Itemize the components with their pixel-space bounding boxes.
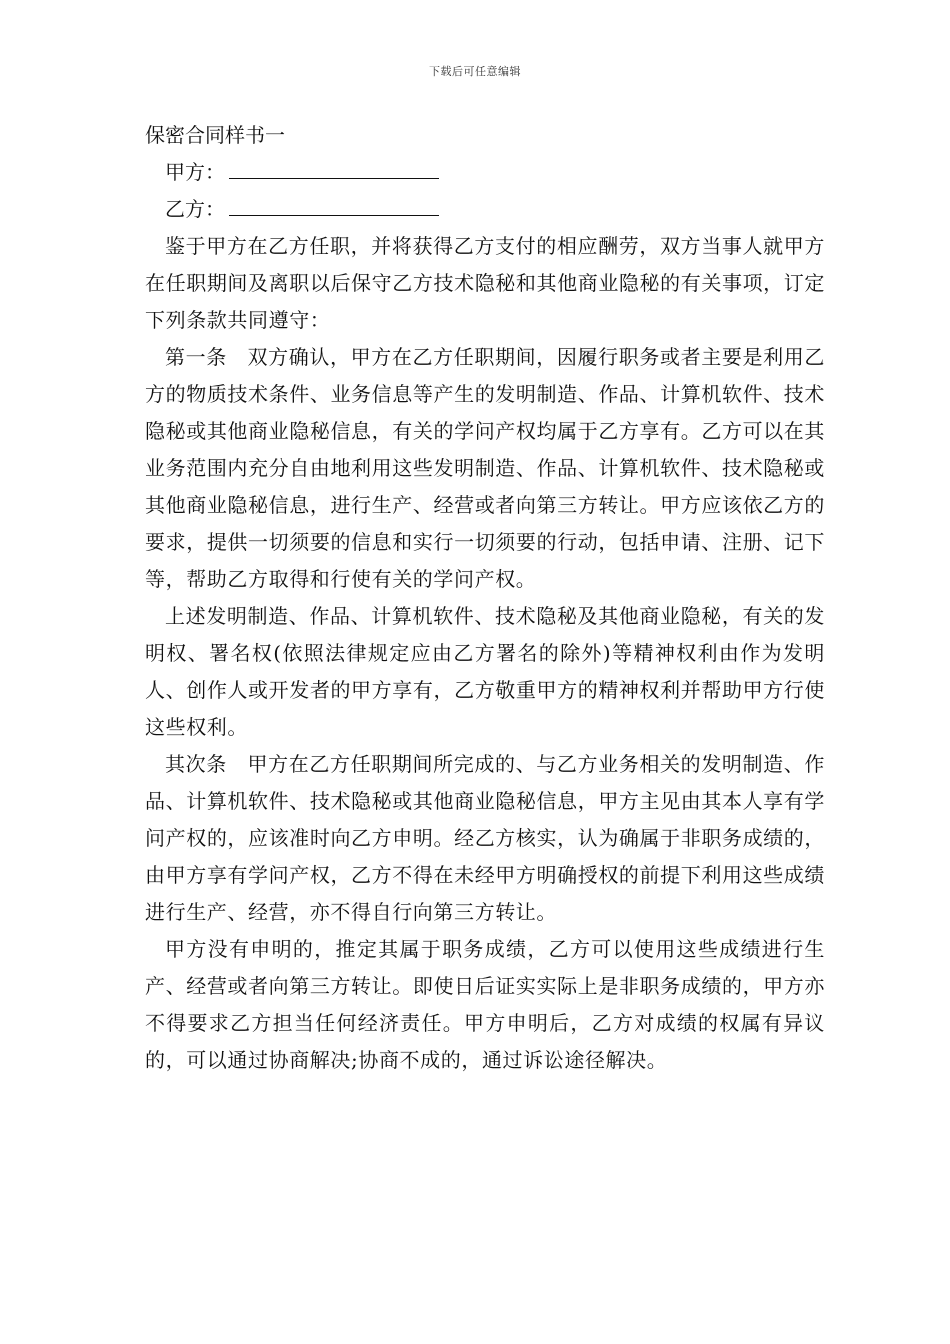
article-one-paragraph: 第一条 双方确认，甲方在乙方任职期间，因履行职务或者主要是利用乙方的物质技术条件、业务信息等产生的发明制造、作品、计算机软件、技术隐秘或其他商业隐秘信息，有关的学问产权均属于乙方享有。乙方可以在其业务范围内充分自由地利用这些发明制造、作品、计算机软件、技术隐秘或其他商业隐秘信息，进行生产、经营或者向第三方转让。甲方应该依乙方的要求，提供一切须要的信息和实行一切须要的行动，包括申请、注册、记下等，帮助乙方取得和行使有关的学问产权。 bbox=[145, 345, 825, 591]
party-a-line bbox=[145, 154, 825, 191]
moral-rights-paragraph: 上述发明制造、作品、计算机软件、技术隐秘及其他商业隐秘，有关的发明权、署名权(依照法律规定应由乙方署名的除外)等精神权利由作为发明人、创作人或开发者的甲方享有，乙方敬重甲方的精神权利并帮助甲方行使这些权利。 bbox=[145, 604, 825, 739]
party-b-line bbox=[145, 191, 825, 228]
document-body bbox=[145, 117, 825, 1079]
page-header: 下载后可任意编辑 bbox=[429, 65, 521, 78]
undeclared-results-paragraph: 甲方没有申明的，推定其属于职务成绩，乙方可以使用这些成绩进行生产、经营或者向第三方转让。即使日后证实实际上是非职务成绩的，甲方亦不得要求乙方担当任何经济责任。甲方申明后，乙方对成绩的权属有异议的，可以通过协商解决;协商不成的，通过诉讼途径解决。 bbox=[145, 937, 825, 1072]
article-two-paragraph: 其次条 甲方在乙方任职期间所完成的、与乙方业务相关的发明制造、作品、计算机软件、技术隐秘或其他商业隐秘信息，甲方主见由其本人享有学问产权的，应该准时向乙方申明。经乙方核实，认为确属于非职务成绩的，由甲方享有学问产权，乙方不得在未经甲方明确授权的前提下利用这些成绩进行生产、经营，亦不得自行向第三方转让。 bbox=[145, 752, 825, 924]
party-b-label: 乙方： bbox=[165, 197, 225, 221]
preamble-paragraph: 鉴于甲方在乙方任职，并将获得乙方支付的相应酬劳，双方当事人就甲方在任职期间及离职以后保守乙方技术隐秘和其他商业隐秘的有关事项，订定下列条款共同遵守： bbox=[145, 234, 825, 332]
party-b-blank bbox=[229, 193, 439, 216]
document-title: 保密合同样书一 bbox=[145, 123, 285, 147]
party-a-blank bbox=[229, 156, 439, 179]
party-a-label: 甲方： bbox=[165, 160, 225, 184]
